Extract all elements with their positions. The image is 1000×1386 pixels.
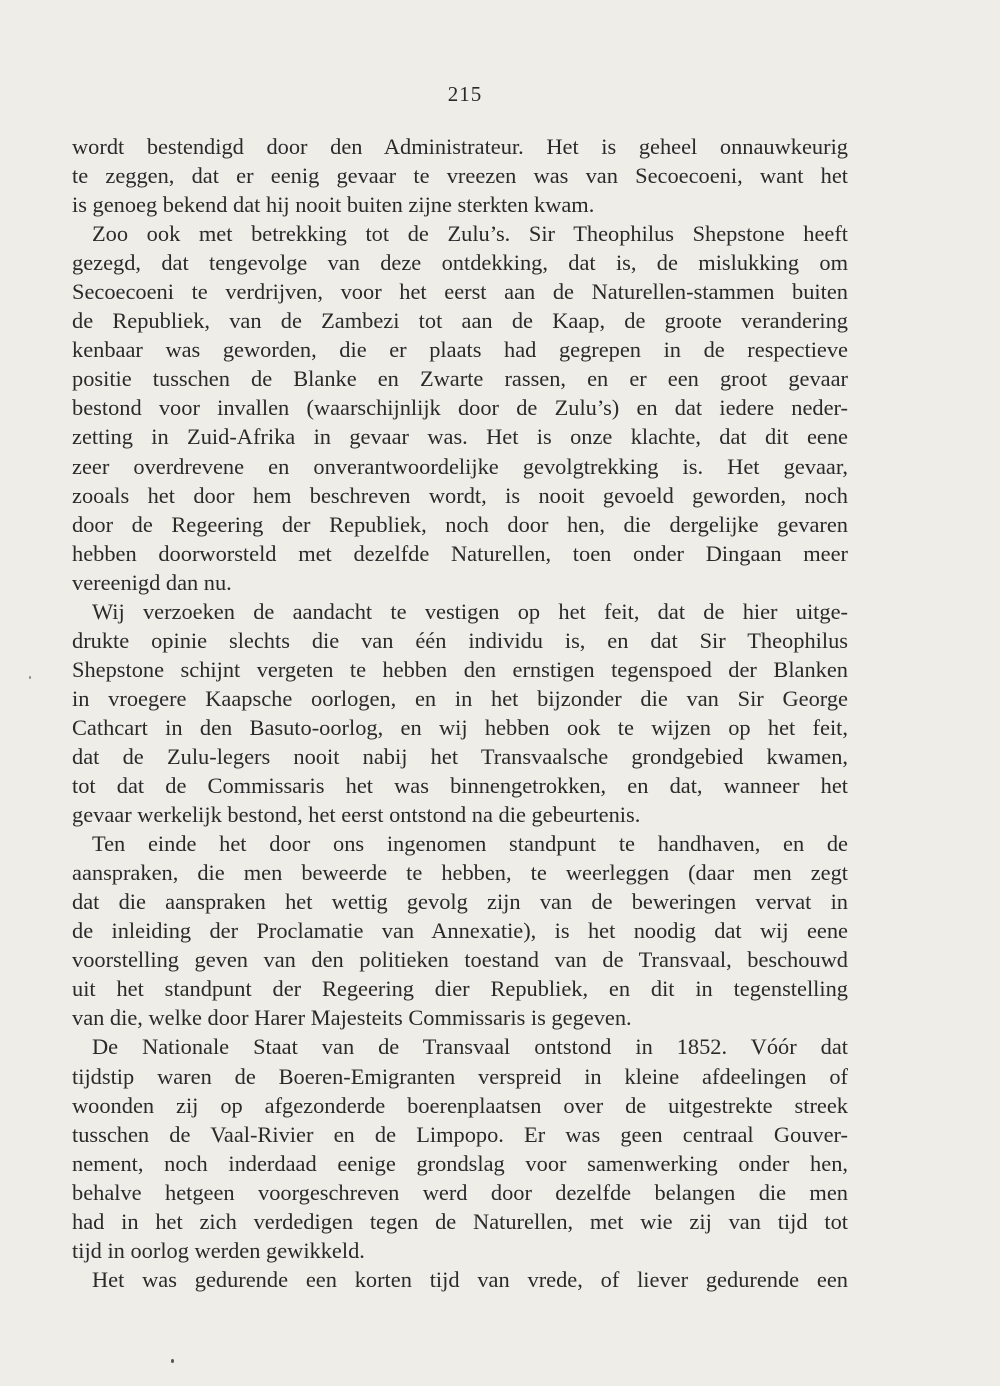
text-line: De Nationale Staat van de Transvaal ontstond in 1852. Vóór dat	[92, 1034, 848, 1060]
text-line: de inleiding der Proclamatie van Annexatie), is het noodig dat wij eene	[72, 918, 848, 944]
text-line: wordt bestendigd door den Administrateur. Het is geheel onnauwkeurig	[72, 134, 848, 159]
print-speck	[29, 676, 31, 679]
text-line: is genoeg bekend dat hij nooit buiten zijne sterkten kwam.	[72, 192, 595, 218]
text-line: had in het zich verdedigen tegen de Naturellen, met wie zij van tijd tot	[72, 1208, 848, 1234]
print-speck	[171, 1359, 174, 1363]
text-line: bestond voor invallen (waarschijnlijk door de Zulu’s) en dat iedere neder-	[72, 395, 848, 421]
body-text	[72, 132, 848, 1294]
text-line: dat de Zulu-legers nooit nabij het Transvaalsche grondgebied kwamen,	[72, 743, 848, 769]
text-line: dat die aanspraken het wettig gevolg zijn van de beweringen vervat in	[72, 889, 848, 915]
text-line: uit het standpunt der Regeering dier Republiek, en dit in tegenstelling	[72, 976, 848, 1002]
text-line: in vroegere Kaapsche oorlogen, en in het bijzonder die van Sir George	[72, 685, 848, 711]
text-line: tijd in oorlog werden gewikkeld.	[72, 1237, 365, 1263]
text-line: woonden zij op afgezonderde boerenplaatsen over de uitgestrekte streek	[72, 1092, 848, 1118]
text-line: behalve hetgeen voorgeschreven werd door dezelfde belangen die men	[72, 1179, 848, 1205]
text-line: Wij verzoeken de aandacht te vestigen op het feit, dat de hier uitge-	[92, 598, 848, 624]
text-line: nement, noch inderdaad eenige grondslag voor samenwerking onder hen,	[72, 1150, 848, 1176]
text-line: Secoecoeni te verdrijven, voor het eerst aan de Naturellen-stammen buiten	[72, 279, 848, 305]
text-line: gevaar werkelijk bestond, het eerst ontstond na die gebeurtenis.	[72, 802, 641, 828]
text-line: gezegd, dat tengevolge van deze ontdekking, dat is, de mislukking om	[72, 250, 848, 276]
text-line: drukte opinie slechts die van één individu is, en dat Sir Theophilus	[72, 627, 848, 653]
page-number: 215	[447, 82, 483, 106]
text-line: Zoo ook met betrekking tot de Zulu’s. Sir Theophilus Shepstone heeft	[92, 221, 848, 247]
text-line: zeer overdrevene en onverantwoordelijke gevolgtrekking is. Het gevaar,	[72, 453, 848, 479]
text-line: zooals het door hem beschreven wordt, is nooit gevoeld geworden, noch	[72, 482, 848, 508]
text-line: tot dat de Commissaris het was binnengetrokken, en dat, wanneer het	[72, 773, 848, 799]
text-line: vereenigd dan nu.	[72, 569, 232, 595]
text-line: kenbaar was geworden, die er plaats had gegrepen in de respectieve	[72, 337, 848, 363]
text-line: tusschen de Vaal-Rivier en de Limpopo. Er was geen centraal Gouver-	[72, 1121, 848, 1147]
text-line: te zeggen, dat er eenig gevaar te vreezen was van Secoecoeni, want het	[72, 163, 848, 189]
text-line: aanspraken, die men beweerde te hebben, te weerleggen (daar men zegt	[72, 860, 848, 886]
text-line: van die, welke door Harer Majesteits Commissaris is gegeven.	[72, 1005, 632, 1031]
text-line: Cathcart in den Basuto-oorlog, en wij hebben ook te wijzen op het feit,	[72, 714, 848, 740]
text-line: hebben doorworsteld met dezelfde Naturellen, toen onder Dingaan meer	[72, 540, 848, 566]
text-line: positie tusschen de Blanke en Zwarte rassen, en er een groot gevaar	[72, 366, 848, 392]
text-line: voorstelling geven van den politieken toestand van de Transvaal, beschouwd	[72, 947, 848, 973]
text-line: Ten einde het door ons ingenomen standpunt te handhaven, en de	[92, 831, 848, 857]
text-line: tijdstip waren de Boeren-Emigranten verspreid in kleine afdeelingen of	[72, 1063, 848, 1089]
text-line: door de Regeering der Republiek, noch door hen, die dergelijke gevaren	[72, 511, 848, 537]
text-line: Shepstone schijnt vergeten te hebben den ernstigen tegenspoed der Blanken	[72, 656, 848, 682]
text-line: Het was gedurende een korten tijd van vrede, of liever gedurende een	[92, 1266, 848, 1292]
text-line: de Republiek, van de Zambezi tot aan de Kaap, de groote verandering	[72, 308, 848, 334]
text-line: zetting in Zuid-Afrika in gevaar was. Het is onze klachte, dat dit eene	[72, 424, 848, 450]
